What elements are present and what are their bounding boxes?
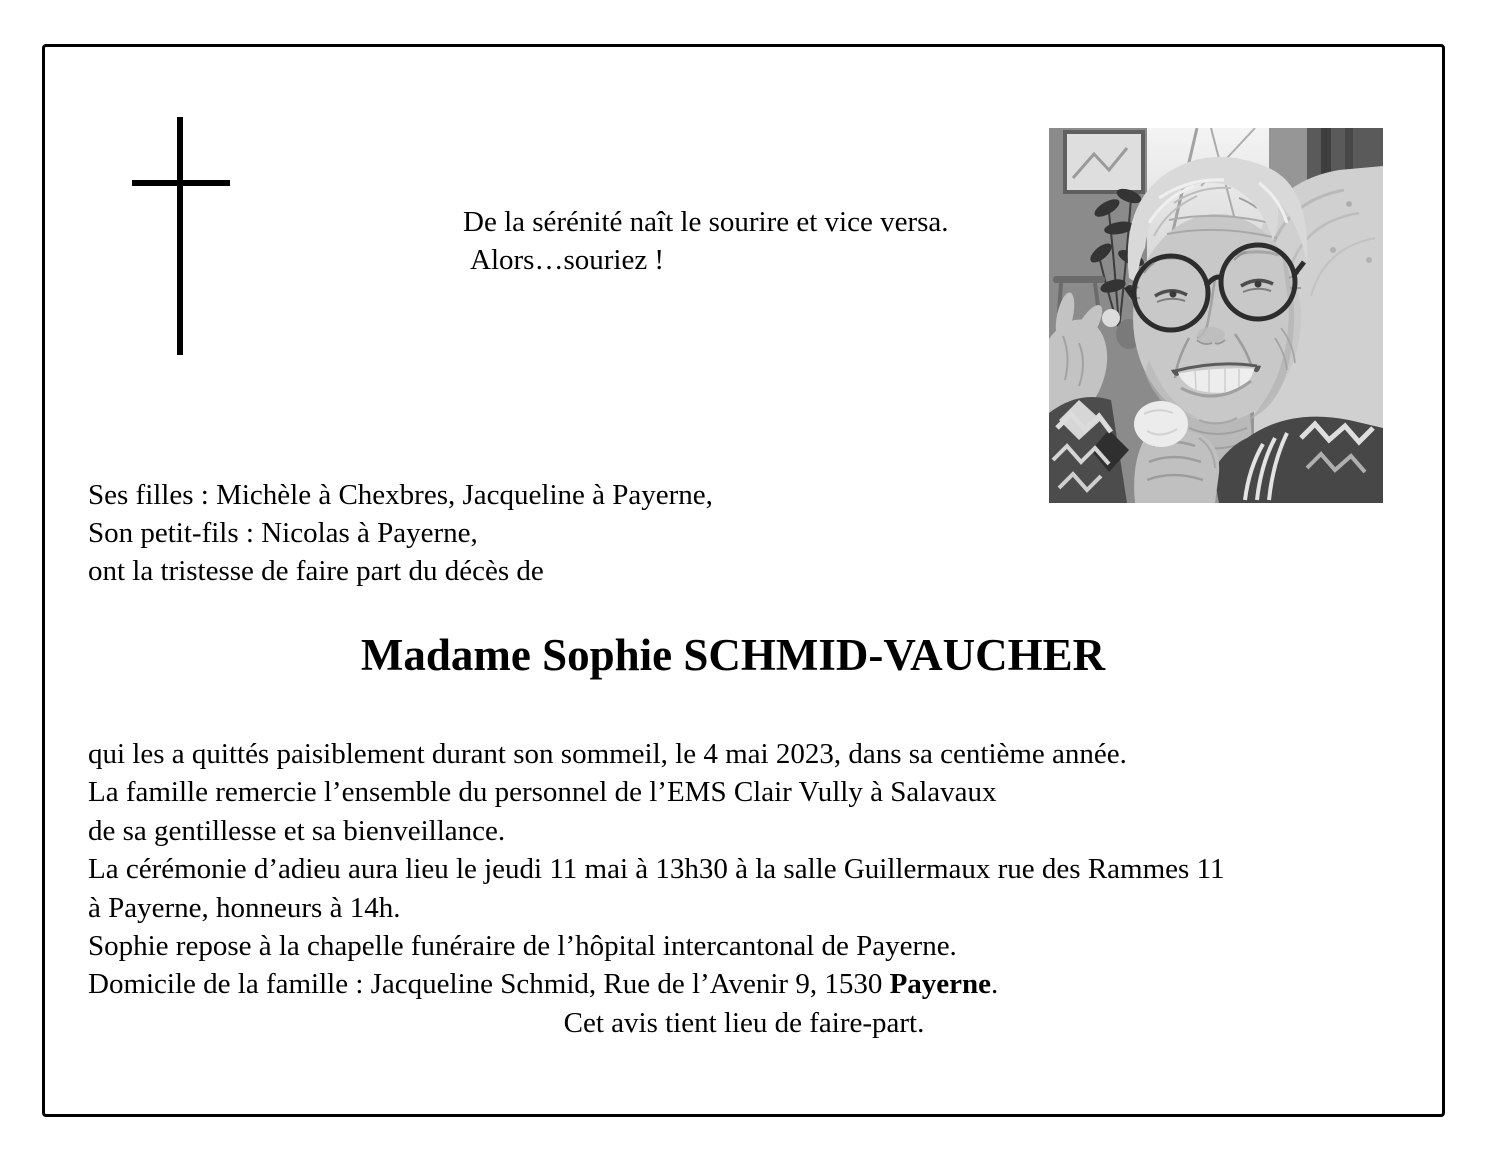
- quote-line-2: Alors…souriez !: [470, 244, 665, 276]
- domicile-line: [88, 965, 1400, 1003]
- body-line-5: à Payerne, honneurs à 14h.: [88, 891, 401, 924]
- family-line-2: Son petit-fils : Nicolas à Payerne,: [88, 517, 478, 549]
- family-block: [88, 476, 713, 590]
- quote-block: [463, 203, 949, 279]
- body-line-6: Sophie repose à la chapelle funéraire de l’hôpital intercantonal de Payerne.: [88, 930, 957, 963]
- domicile-prefix: Domicile de la famille : Jacqueline Schmid, Rue de l’Avenir 9, 1530: [88, 968, 890, 1001]
- announcement-body: [88, 735, 1400, 1042]
- deceased-name: Madame Sophie SCHMID-VAUCHER: [360, 630, 1106, 680]
- closing-line: Cet avis tient lieu de faire-part.: [563, 1006, 925, 1039]
- cross-icon: [127, 113, 237, 359]
- quote-line-1: De la sérénité naît le sourire et vice versa.: [463, 206, 949, 238]
- portrait-photo-illustration: [1049, 128, 1383, 503]
- family-line-1: Ses filles : Michèle à Chexbres, Jacqueline à Payerne,: [88, 479, 713, 511]
- portrait-photo: [1049, 128, 1383, 503]
- body-line-3: de sa gentillesse et sa bienveillance.: [88, 814, 506, 847]
- body-line-1: qui les a quittés paisiblement durant son sommeil, le 4 mai 2023, dans sa centième année.: [88, 738, 1127, 770]
- family-line-3: ont la tristesse de faire part du décès de: [88, 555, 544, 587]
- domicile-city: Payerne: [889, 968, 992, 1001]
- domicile-suffix: .: [991, 968, 999, 1001]
- body-line-2: La famille remercie l’ensemble du personnel de l’EMS Clair Vully à Salavaux: [88, 776, 997, 809]
- body-line-4: La cérémonie d’adieu aura lieu le jeudi 11 mai à 13h30 à la salle Guillermaux rue des Rammes 11: [88, 853, 1225, 886]
